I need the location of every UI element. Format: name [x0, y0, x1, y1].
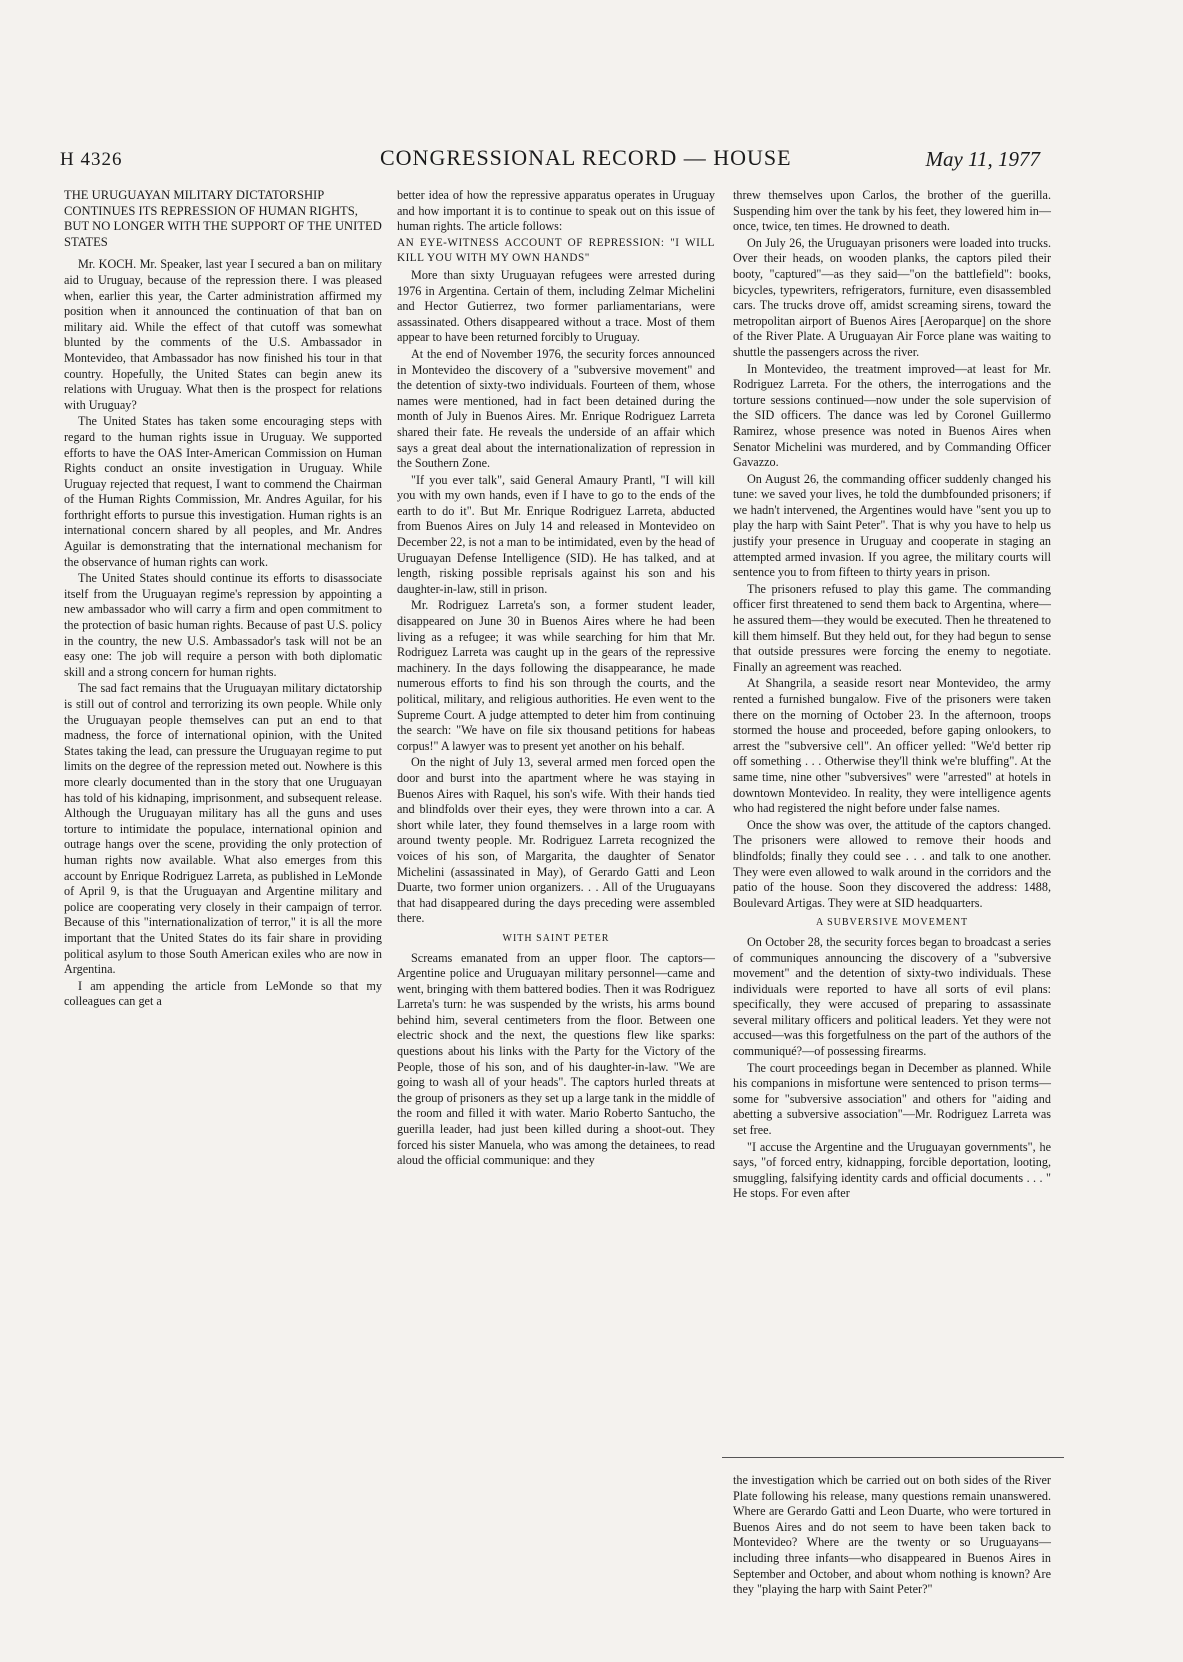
- paragraph: At Shangrila, a seaside resort near Montevideo, the army rented a furnished bungalow. Five of the prisoners were taken there on the morning of October 23. In the afternoon, troops stormed the house and proceeded, before gaping onlookers, to arrest the "subversive cell". An officer yelled: "We'd better rip off something . . . Otherwise they'll think we're bluffing". At the same time, nine other "subversives" were "arrested" at hotels in downtown Montevideo. In reality, they were intelligence agents who had registered the night before under false names.: [733, 676, 1051, 816]
- paragraph: "If you ever talk", said General Amaury Prantl, "I will kill you with my own hands, even if I have to go to the ends of the earth to do it". But Mr. Enrique Rodriguez Larreta, abducted from Buenos Aires on July 14 and released in Montevideo on December 22, is not a man to be intimidated, even by the head of Uruguayan Defense Intelligence (SID). He has talked, and at length, risking possible reprisals against his son and his daughter-in-law, still in prison.: [397, 472, 715, 596]
- paragraph: On July 26, the Uruguayan prisoners were loaded into trucks. Over their heads, on wooden planks, the captors piled their booty, "captured"—as they said—"on the battlefield": books, bicycles, typewriters, refrigerators, furniture, even disassembled cars. The trucks drove off, amidst screaming sirens, toward the metropolitan airport of Buenos Aires [Aeroparque] on the shore of the River Plate. A Uruguayan Air Force plane was waiting to shuttle the passengers across the river.: [733, 235, 1051, 359]
- column-2: [397, 188, 715, 1170]
- paragraph: threw themselves upon Carlos, the brother of the guerilla. Suspending him over the tank by his feet, they lowered him in—once, twice, ten times. He drowned to death.: [733, 188, 1051, 234]
- paragraph: On August 26, the commanding officer suddenly changed his tune: we saved your lives, he told the dumbfounded prisoners; if we hadn't intervened, the Argentines would have "sent you up to play the harp with Saint Peter". That is why you have to help us justify your presence in Uruguay and cooperate in staging an attempted armed invasion. If you agree, the military courts will sentence you to from fifteen to thirty years in prison.: [733, 471, 1051, 580]
- column-3: [733, 188, 1051, 1203]
- column-3-continuation: [733, 1473, 1051, 1598]
- paragraph: Once the show was over, the attitude of the captors changed. The prisoners were allowed to remove their hoods and blindfolds; finally they could see . . . and talk to one another. They were even allowed to walk around in the corridors and the patio of the house. Soon they discovered the address: 1488, Boulevard Artigas. They were at SID headquarters.: [733, 817, 1051, 910]
- paragraph: The prisoners refused to play this game. The commanding officer first threatened to send them back to Argentina, where—he assured them—they would be executed. Then he threatened to kill them himself. But they held out, for they had begun to sense that outside pressures were forcing the enemy to negotiate. Finally an agreement was reached.: [733, 581, 1051, 674]
- paragraph: I am appending the article from LeMonde so that my colleagues can get a: [64, 978, 382, 1009]
- paragraph: The sad fact remains that the Uruguayan military dictatorship is still out of control and terrorizing its own people. While only the Uruguayan people themselves can put an end to that madness, the force of international opinion, with the United States taking the lead, can pressure the Uruguayan regime to put limits on the degree of the repression meted out. Nowhere is this more clearly documented than in the story that one Uruguayan has told of his kidnaping, imprisonment, and subsequent release. Although the Uruguayan military has all the guns and uses torture to intimidate the populace, international opinion and outrage hangs over the scene, providing the only protection of human rights now available. What also emerges from this account by Enrique Rodriguez Larreta, as published in LeMonde of April 9, is that the Uruguayan and Argentine military and police are cooperating very closely in their campaign of terror. Because of this "internationalization of terror," it is all the more important that the United States do its fair share in providing political asylum to those South American exiles who are now in Argentina.: [64, 681, 382, 977]
- section-subheading: A SUBVERSIVE MOVEMENT: [815, 917, 969, 929]
- paragraph: The court proceedings began in December as planned. While his companions in misfortune were sentenced to prison terms—some for "subversive association" and others for "aiding and abetting a subversive association"—Mr. Rodriguez Larreta was set free.: [733, 1060, 1051, 1138]
- paragraph: Screams emanated from an upper floor. The captors—Argentine police and Uruguayan military personnel—came and went, bringing with them battered bodies. Then it was Rodriguez Larreta's turn: he was suspended by the wrists, his arms bound behind him, several centimeters from the floor. Between one electric shock and the next, the questions flew like sparks: questions about his links with the Party for the Victory of the People, those of his son, and of his daughter-in-law. "We are going to wash all of your heads". The captors hurled threats at the group of prisoners as they set up a large tank in the middle of the room and filled it with water. Mario Roberto Santucho, the guerilla leader, had just been killed during a shoot-out. They forced his sister Manuela, who was among the detainees, to read aloud the official communique: and they: [397, 950, 715, 1168]
- column-divider-rule: [722, 1457, 1064, 1458]
- paragraph: More than sixty Uruguayan refugees were arrested during 1976 in Argentina. Certain of them, including Zelmar Michelini and Hector Gutierrez, two former parliamentarians, were assassinated. Others disappeared without a trace. Most of them appear to have been returned forcibly to Uruguay.: [397, 267, 715, 345]
- page-number: H 4326: [60, 149, 123, 170]
- article-lead: AN EYE-WITNESS ACCOUNT OF REPRESSION: "I WILL KILL YOU WITH MY OWN HANDS": [397, 236, 715, 265]
- paragraph: On the night of July 13, several armed men forced open the door and burst into the apartment where he was staying in Buenos Aires with Raquel, his son's wife. With their hands tied and blindfolds over their eyes, they were thrown into a car. A short while later, they found themselves in a large room with around twenty people. Mr. Rodriguez Larreta recognized the voices of his son, of Margarita, the daughter of Senator Michelini (assassinated in May), of Gerardo Gatti and Leon Duarte, two former union organizers. . . All of the Uruguayans that had disappeared during the days preceding were assembled there.: [397, 755, 715, 926]
- paragraph: The United States should continue its efforts to disassociate itself from the Uruguayan regime's repression by appointing a new ambassador who will carry a firm and open commitment to the protection of basic human rights. Because of past U.S. policy in the country, the new U.S. Ambassador's task will not be an easy one: The job will require a person with both diplomatic skill and a strong concern for human rights.: [64, 571, 382, 679]
- paragraph: The United States has taken some encouraging steps with regard to the human rights issue in Uruguay. We supported efforts to have the OAS Inter-American Commission on Human Rights conduct an onsite investigation in Uruguay. While Uruguay rejected that request, I want to commend the Chairman of the Human Rights Commission, Mr. Andres Aguilar, for his forthright efforts to pursue this investigation. Human rights is an international concern shared by all peoples, and Mr. Andres Aguilar is demonstrating that the international mechanism for the observance of human rights can work.: [64, 414, 382, 569]
- column-1: [64, 188, 382, 1011]
- article-heading: THE URUGUAYAN MILITARY DICTATORSHIP CONTINUES ITS REPRESSION OF HUMAN RIGHTS, BUT NO LONGER WITH THE SUPPORT OF THE UNITED STATES: [64, 188, 382, 249]
- paragraph: Mr. KOCH. Mr. Speaker, last year I secured a ban on military aid to Uruguay, because of the repression there. I was pleased when, earlier this year, the Carter administration affirmed my position when it announced the continuation of that ban on military aid. While the effect of that cutoff was somewhat blunted by the comments of the U.S. Ambassador in Montevideo, that Ambassador has now finished his tour in that country. Hopefully, the United States can begin anew its relations with Uruguay. What then is the prospect for relations with Uruguay?: [64, 257, 382, 412]
- paragraph: the investigation which be carried out on both sides of the River Plate following his release, many questions remain unanswered. Where are Gerardo Gatti and Leon Duarte, who were tortured in Buenos Aires and do not seem to have been taken back to Montevideo? Where are the twenty or so Uruguayans—including three infants—who disappeared in Buenos Aires in September and October, and about whom nothing is known? Are they "playing the harp with Saint Peter?": [733, 1473, 1051, 1597]
- paragraph: At the end of November 1976, the security forces announced in Montevideo the discovery of a "subversive movement" and the detention of sixty-two individuals. Fourteen of them, whose names were mentioned, had in fact been detained during the month of July in Buenos Aires. Mr. Enrique Rodriguez Larreta shared their fate. He reveals the underside of an affair which says a great deal about the internationalization of repression in the Southern Zone.: [397, 346, 715, 471]
- paragraph: Mr. Rodriguez Larreta's son, a former student leader, disappeared on June 30 in Buenos Aires where he had been living as a refugee; it was while searching for him that Mr. Rodriguez Larreta was caught up in the gears of the repressive machinery. In the days following the disappearance, he made numerous efforts to find his son through the courts, and the political, military, and religious authorities. He even went to the Supreme Court. A judge attempted to deter him from continuing the search: "We have on file six thousand petitions for habeas corpus!" A lawyer was to present yet another on his behalf.: [397, 598, 715, 753]
- paragraph: In Montevideo, the treatment improved—at least for Mr. Rodriguez Larreta. For the others, the interrogations and the torture sessions continued—now under the sole supervision of the SID officers. The dance was led by Coronel Guillermo Ramirez, whose presence was noted in Buenos Aires when Senator Michelini was murdered, and by Commanding Officer Gavazzo.: [733, 361, 1051, 470]
- section-subheading: WITH SAINT PETER: [502, 932, 610, 944]
- page-header: [60, 145, 1040, 175]
- paragraph: better idea of how the repressive apparatus operates in Uruguay and how important it is to continue to speak out on this issue of human rights. The article follows:: [397, 188, 715, 234]
- publication-title: CONGRESSIONAL RECORD — HOUSE: [380, 145, 792, 170]
- paragraph: "I accuse the Argentine and the Uruguayan governments", he says, "of forced entry, kidnapping, forcible deportation, looting, smuggling, falsifying identity cards and official documents . . . " He stops. For even after: [733, 1139, 1051, 1201]
- issue-date: May 11, 1977: [925, 147, 1040, 171]
- paragraph: On October 28, the security forces began to broadcast a series of communiques announcing the discovery of a "subversive movement" and the detention of sixty-two individuals. These individuals were reported to have all sorts of evil plans: specifically, they were accused of preparing to assassinate several military officers and political leaders. Yet they were not accused—was this forgetfulness on the part of the authors of the communiqué?—of possessing firearms.: [733, 934, 1051, 1059]
